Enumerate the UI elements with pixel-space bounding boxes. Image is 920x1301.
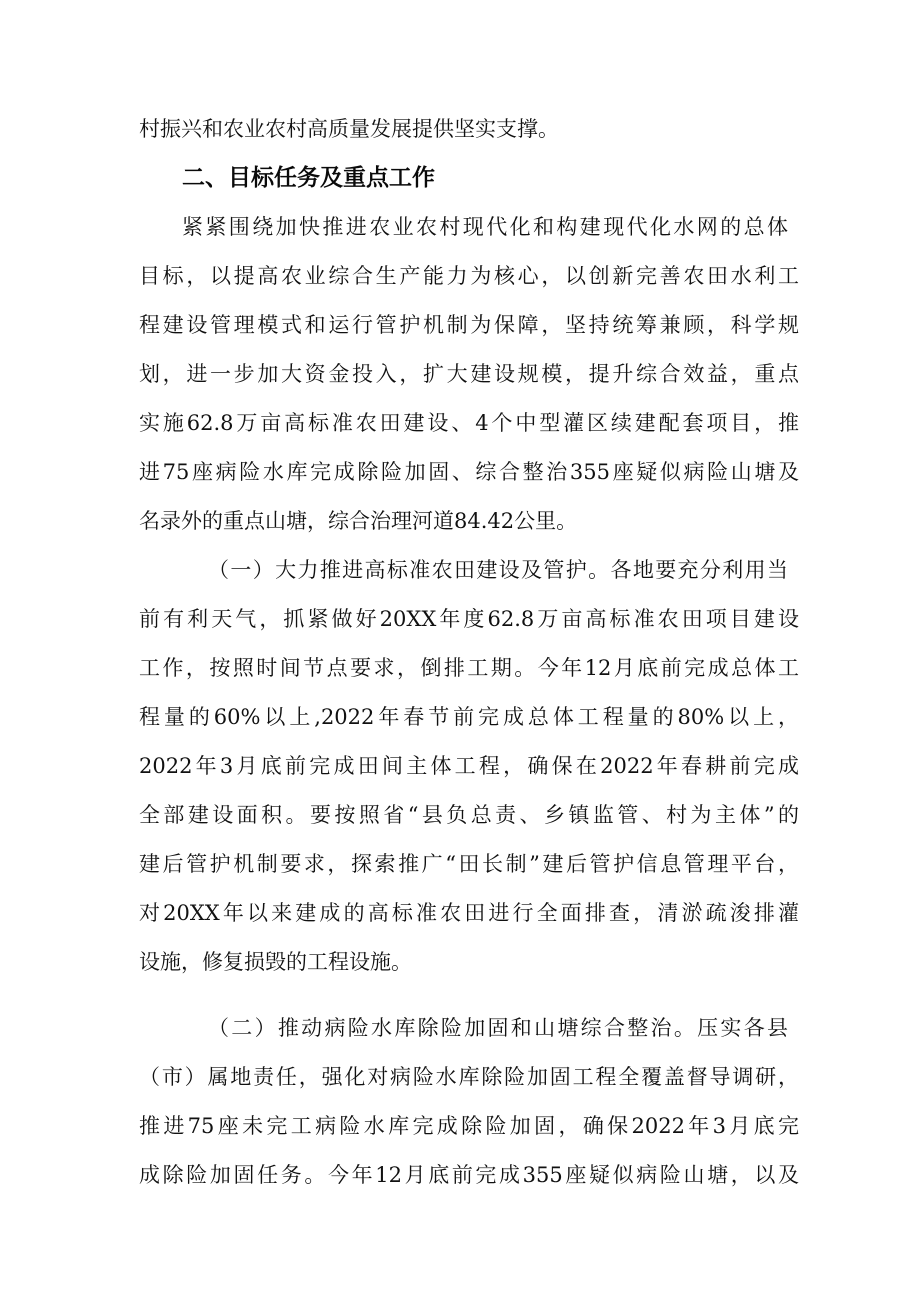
paragraph-line: 进75座病险水库完成除险加固、综合整治355座疑似病险山塘及 [139, 460, 799, 484]
paragraph-line: 建后管护机制要求，探索推广“田长制”建后管护信息管理平台， [139, 852, 799, 876]
paragraph-line: （二）推动病险水库除险加固和山塘综合整治。压实各县 [208, 1016, 788, 1040]
paragraph-line: 名录外的重点山塘，综合治理河道84.42公里。 [139, 509, 578, 533]
section-heading: 二、目标任务及重点工作 [182, 165, 435, 191]
paragraph-line: 工作，按照时间节点要求，倒排工期。今年12月底前完成总体工 [139, 656, 799, 680]
paragraph-line: （市）属地责任，强化对病险水库除险加固工程全覆盖督导调研， [139, 1065, 799, 1089]
paragraph-line: （一）大力推进高标准农田建设及管护。各地要充分利用当 [208, 558, 788, 582]
paragraph-line: 目标，以提高农业综合生产能力为核心，以创新完善农田水利工 [139, 264, 799, 288]
paragraph-line: 前有利天气，抓紧做好20XX年度62.8万亩高标准农田项目建设 [139, 607, 799, 631]
paragraph-line: 全部建设面积。要按照省“县负总责、乡镇监管、村为主体”的 [139, 803, 799, 827]
paragraph-line: 设施，修复损毁的工程设施。 [139, 950, 412, 974]
paragraph-line: 紧紧围绕加快推进农业农村现代化和构建现代化水网的总体 [182, 215, 788, 239]
paragraph-line: 划，进一步加大资金投入，扩大建设规模，提升综合效益，重点 [139, 362, 799, 386]
paragraph-line: 实施62.8万亩高标准农田建设、4个中型灌区续建配套项目，推 [139, 411, 799, 435]
paragraph-line: 对20XX年以来建成的高标准农田进行全面排查，清淤疏浚排灌 [139, 901, 799, 925]
paragraph-line: 推进75座未完工病险水库完成除险加固，确保2022年3月底完 [139, 1114, 799, 1138]
paragraph-line: 程建设管理模式和运行管护机制为保障，坚持统筹兼顾，科学规 [139, 313, 799, 337]
paragraph-line: 成除险加固任务。今年12月底前完成355座疑似病险山塘，以及 [139, 1163, 799, 1187]
paragraph-line: 程量的60%以上,2022年春节前完成总体工程量的80%以上， [139, 705, 799, 729]
paragraph-line: 2022年3月底前完成田间主体工程，确保在2022年春耕前完成 [139, 754, 799, 778]
paragraph-line: 村振兴和农业农村高质量发展提供坚实支撑。 [139, 117, 559, 141]
